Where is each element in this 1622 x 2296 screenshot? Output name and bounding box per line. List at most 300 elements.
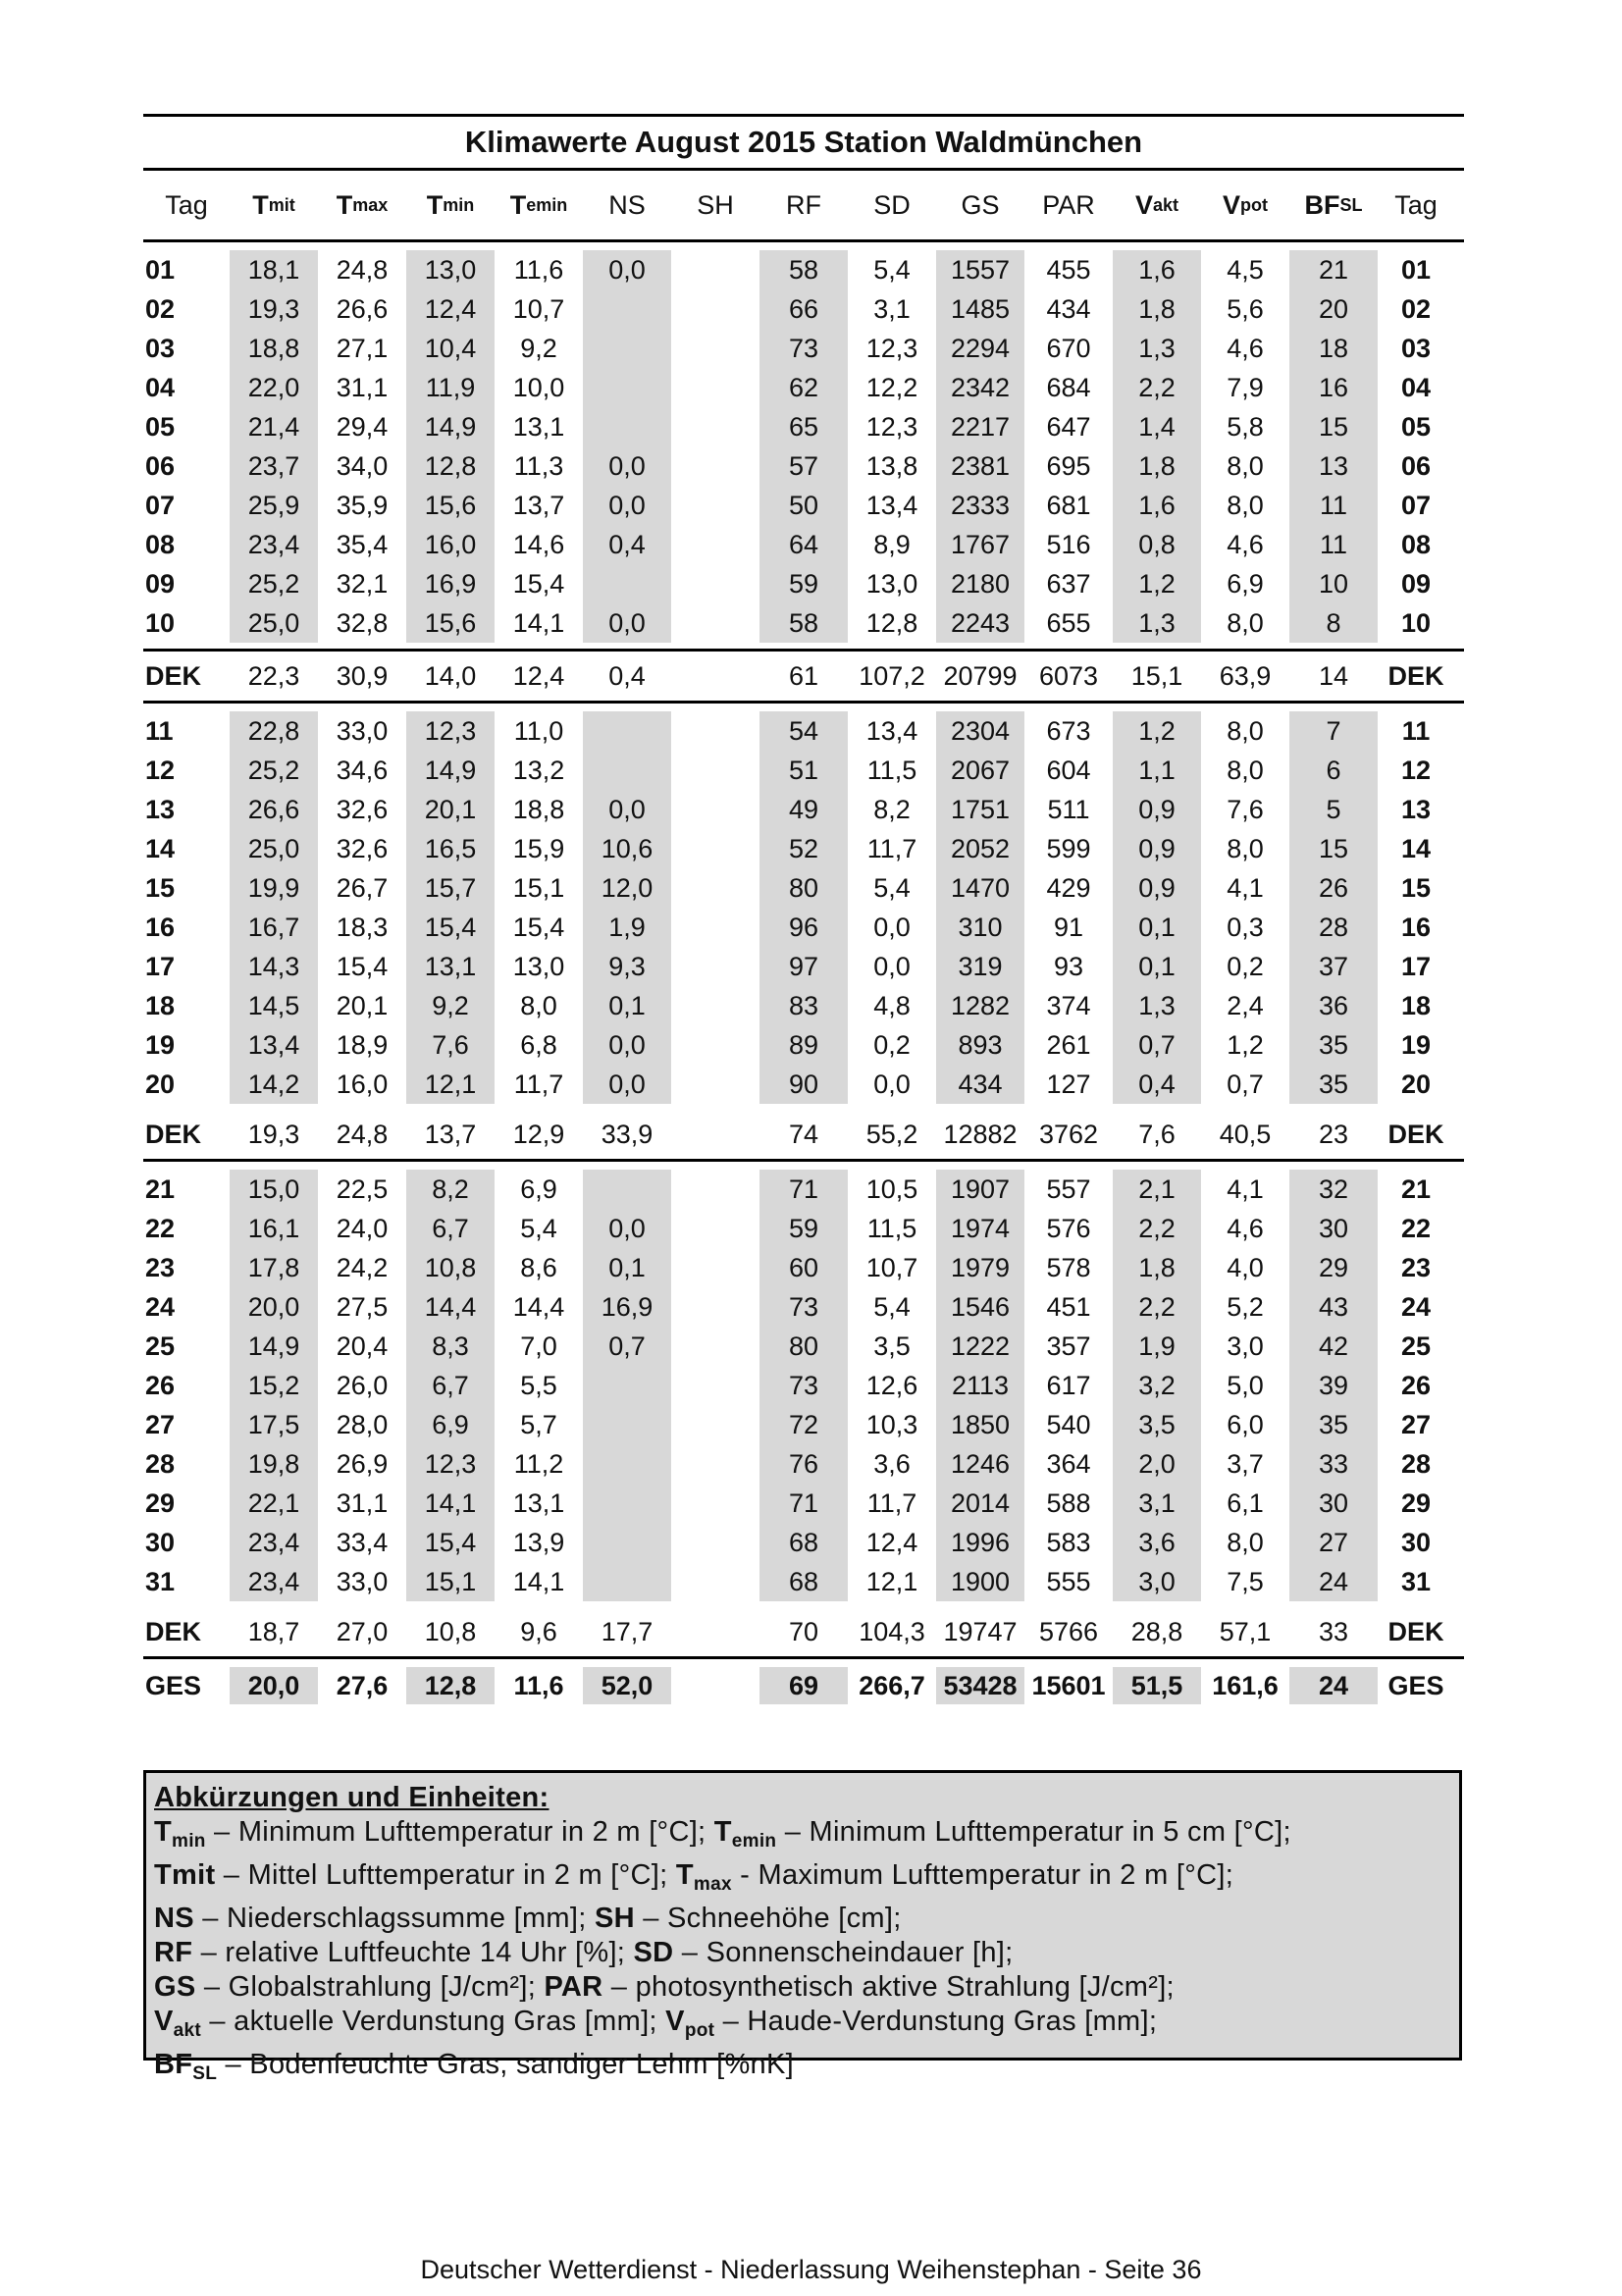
table-row: [143, 1065, 1464, 1104]
cell-rf: 52: [759, 829, 848, 868]
legend-heading: Abkürzungen und Einheiten:: [154, 1782, 549, 1813]
cell-day-right: 15: [1400, 872, 1432, 903]
cell-t-max: 32,6: [336, 833, 389, 863]
dek-cell-t-min: 14,0: [424, 660, 477, 691]
cell-par: 583: [1046, 1527, 1091, 1557]
cell-rf: 71: [759, 1484, 848, 1523]
cell-t-max: 33,0: [336, 715, 389, 746]
cell-day-right: 01: [1400, 254, 1432, 285]
cell-bf-sl: 33: [1289, 1444, 1378, 1484]
legend-key: V: [665, 2006, 685, 2037]
cell-t-min: 12,8: [406, 446, 495, 486]
cell-bf-sl: 27: [1289, 1523, 1378, 1562]
cell-sh: [671, 1444, 759, 1484]
legend-text: – Niederschlagssumme [mm];: [193, 1903, 595, 1934]
cell-t-mit: 25,2: [230, 751, 318, 790]
cell-v-pot: 8,0: [1227, 450, 1264, 481]
cell-rf: 72: [759, 1405, 848, 1444]
cell-v-akt: 1,9: [1113, 1327, 1201, 1366]
cell-v-akt: 1,6: [1113, 486, 1201, 525]
cell-t-mit: 18,8: [230, 329, 318, 368]
cell-t-emin: 6,8: [520, 1029, 557, 1060]
cell-t-mit: 23,7: [230, 446, 318, 486]
dek-cell-gs: 12882: [943, 1119, 1018, 1149]
cell-ns: 0,4: [583, 525, 671, 564]
cell-rf: 59: [759, 564, 848, 603]
cell-ns: [583, 751, 671, 790]
cell-v-pot: 8,0: [1227, 833, 1264, 863]
cell-day-right: 11: [1401, 715, 1431, 746]
cell-day: 05: [145, 411, 176, 442]
table-row: [143, 751, 1464, 790]
cell-v-pot: 4,6: [1227, 333, 1264, 363]
cell-t-emin: 13,2: [512, 755, 565, 785]
dek-cell-day-right: DEK: [1387, 1616, 1444, 1646]
cell-sd: 4,8: [873, 990, 911, 1020]
ges-cell-day: GES: [145, 1670, 202, 1700]
cell-par: 364: [1046, 1448, 1091, 1479]
header-day-right: [1378, 190, 1454, 221]
cell-day-right: 16: [1400, 912, 1432, 942]
dek-cell-bf-sl: 33: [1318, 1616, 1349, 1646]
cell-day-right: 17: [1400, 951, 1432, 981]
legend-key: T: [154, 1816, 173, 1848]
legend-box: [143, 1770, 1462, 2084]
cell-ns: 0,0: [583, 1065, 671, 1104]
decade-summary-row: [143, 649, 1464, 704]
cell-sd: 5,4: [873, 1291, 911, 1322]
cell-t-max: 31,1: [336, 1487, 389, 1518]
cell-bf-sl: 35: [1289, 1025, 1378, 1065]
cell-bf-sl: 11: [1289, 486, 1378, 525]
cell-t-max: 33,0: [336, 1566, 389, 1596]
table-row: [143, 1523, 1464, 1562]
header-bf-sl: [1289, 190, 1378, 221]
legend-text: – Minimum Lufttemperatur in 5 cm [°C];: [776, 1816, 1291, 1848]
ges-cell-sd: 266,7: [859, 1670, 925, 1700]
page-title: Klimawerte August 2015 Station Waldmünchen: [464, 125, 1143, 159]
dek-cell-sh: [671, 1110, 759, 1159]
header-label: T: [509, 189, 527, 220]
cell-v-akt: 0,7: [1113, 1025, 1201, 1065]
cell-t-max: 27,1: [336, 333, 389, 363]
cell-v-akt: 3,2: [1113, 1366, 1201, 1405]
cell-sd: 11,5: [866, 755, 917, 785]
legend-key: V: [154, 2006, 174, 2037]
cell-sh: [671, 486, 759, 525]
cell-t-emin: 13,0: [512, 951, 565, 981]
cell-day: 27: [145, 1409, 176, 1439]
cell-t-max: 20,1: [336, 990, 389, 1020]
header-label: T: [252, 189, 269, 220]
cell-par: 647: [1046, 411, 1091, 442]
dek-cell-par: 3762: [1038, 1119, 1099, 1149]
legend-text: – photosynthetisch aktive Strahlung [J/cm²];: [602, 1971, 1175, 2003]
cell-sd: 12,3: [865, 411, 918, 442]
cell-rf: 62: [759, 368, 848, 407]
cell-bf-sl: 11: [1289, 525, 1378, 564]
header-v-pot: [1201, 190, 1289, 221]
cell-v-pot: 6,9: [1227, 568, 1264, 599]
legend-key: Tmit: [154, 1859, 216, 1891]
cell-t-min: 15,7: [406, 868, 495, 908]
cell-t-min: 14,9: [406, 407, 495, 446]
cell-sd: 12,3: [865, 333, 918, 363]
cell-v-pot: 4,0: [1227, 1252, 1264, 1282]
cell-day-right: 30: [1400, 1527, 1432, 1557]
ges-cell-t-max: 27,6: [336, 1670, 389, 1700]
cell-rf: 58: [759, 250, 848, 289]
cell-v-akt: 2,2: [1113, 1287, 1201, 1327]
cell-t-emin: 5,5: [520, 1370, 557, 1400]
cell-day: 19: [145, 1029, 176, 1060]
cell-t-min: 6,7: [406, 1209, 495, 1248]
cell-t-mit: 23,4: [230, 1523, 318, 1562]
cell-t-max: 34,6: [336, 755, 389, 785]
cell-gs: 1900: [936, 1562, 1024, 1601]
dek-cell-sd: 104,3: [859, 1616, 925, 1646]
header-label: NS: [608, 189, 646, 220]
dek-cell-t-max: 24,8: [336, 1119, 389, 1149]
cell-bf-sl: 6: [1289, 751, 1378, 790]
cell-par: 516: [1046, 529, 1091, 559]
header-label: V: [1223, 189, 1241, 220]
cell-ns: 0,7: [583, 1327, 671, 1366]
cell-day: 20: [145, 1069, 176, 1099]
cell-gs: 434: [936, 1065, 1024, 1104]
cell-rf: 71: [759, 1170, 848, 1209]
cell-t-max: 28,0: [336, 1409, 389, 1439]
cell-gs: 1246: [936, 1444, 1024, 1484]
cell-t-max: 35,4: [336, 529, 389, 559]
cell-rf: 59: [759, 1209, 848, 1248]
header-t-max: [318, 190, 406, 221]
cell-day: 29: [145, 1487, 176, 1518]
cell-t-min: 15,4: [406, 1523, 495, 1562]
cell-gs: 1979: [936, 1248, 1024, 1287]
cell-bf-sl: 20: [1289, 289, 1378, 329]
cell-gs: 2014: [936, 1484, 1024, 1523]
cell-t-max: 32,6: [336, 794, 389, 824]
cell-t-min: 14,1: [406, 1484, 495, 1523]
ges-cell-t-mit: 20,0: [230, 1667, 318, 1704]
cell-ns: [583, 1523, 671, 1562]
cell-gs: 2217: [936, 407, 1024, 446]
dek-cell-par: 6073: [1038, 660, 1099, 691]
dek-cell-gs: 19747: [943, 1616, 1018, 1646]
cell-v-pot: 7,5: [1227, 1566, 1264, 1596]
header-label: GS: [961, 189, 1000, 220]
header-label: T: [336, 189, 353, 220]
header-v-akt: [1113, 190, 1201, 221]
cell-bf-sl: 28: [1289, 908, 1378, 947]
cell-v-akt: 0,1: [1113, 908, 1201, 947]
cell-rf: 54: [759, 711, 848, 751]
legend-text: – relative Luftfeuchte 14 Uhr [%];: [192, 1937, 634, 1968]
header-rf: [759, 190, 848, 221]
cell-ns: 9,3: [583, 947, 671, 986]
cell-sh: [671, 1405, 759, 1444]
table-row: [143, 1170, 1464, 1209]
table-row: [143, 986, 1464, 1025]
legend-key-sub: min: [172, 1831, 206, 1852]
cell-day: 09: [145, 568, 176, 599]
cell-t-min: 15,4: [406, 908, 495, 947]
cell-sd: 11,5: [866, 1213, 917, 1243]
cell-t-mit: 19,8: [230, 1444, 318, 1484]
cell-gs: 2294: [936, 329, 1024, 368]
table-body: [143, 242, 1464, 1659]
dek-cell-day: DEK: [145, 660, 202, 691]
cell-t-max: 26,0: [336, 1370, 389, 1400]
cell-ns: 0,0: [583, 250, 671, 289]
cell-par: 578: [1046, 1252, 1091, 1282]
table-row: [143, 1248, 1464, 1287]
cell-day-right: 28: [1400, 1448, 1432, 1479]
cell-t-emin: 10,7: [512, 293, 565, 324]
ges-cell-rf: 69: [759, 1667, 848, 1704]
cell-sh: [671, 829, 759, 868]
cell-v-pot: 7,9: [1227, 372, 1264, 402]
cell-sd: 12,1: [865, 1566, 918, 1596]
cell-rf: 65: [759, 407, 848, 446]
cell-rf: 68: [759, 1562, 848, 1601]
cell-par: 604: [1046, 755, 1091, 785]
ges-cell-v-akt: 51,5: [1113, 1667, 1201, 1704]
cell-bf-sl: 16: [1289, 368, 1378, 407]
cell-t-mit: 22,8: [230, 711, 318, 751]
cell-v-akt: 1,8: [1113, 446, 1201, 486]
cell-v-akt: 3,0: [1113, 1562, 1201, 1601]
table-row: [143, 1025, 1464, 1065]
legend-line-7: [154, 2048, 1451, 2091]
cell-par: 451: [1046, 1291, 1091, 1322]
legend-key-sub: pot: [684, 2020, 715, 2041]
dek-cell-v-akt: 7,6: [1138, 1119, 1176, 1149]
cell-day-right: 04: [1400, 372, 1432, 402]
cell-rf: 80: [759, 1327, 848, 1366]
legend-text: – Schneehöhe [cm];: [634, 1903, 902, 1934]
cell-sd: 13,4: [865, 715, 918, 746]
cell-sd: 11,7: [866, 833, 917, 863]
dek-cell-sd: 107,2: [859, 660, 925, 691]
cell-gs: 1546: [936, 1287, 1024, 1327]
cell-rf: 57: [759, 446, 848, 486]
cell-sh: [671, 407, 759, 446]
cell-rf: 73: [759, 1287, 848, 1327]
cell-v-pot: 5,8: [1227, 411, 1264, 442]
cell-rf: 73: [759, 1366, 848, 1405]
dek-cell-sh: [671, 1607, 759, 1656]
cell-t-mit: 13,4: [230, 1025, 318, 1065]
cell-gs: 1974: [936, 1209, 1024, 1248]
cell-gs: 1751: [936, 790, 1024, 829]
cell-bf-sl: 15: [1289, 407, 1378, 446]
cell-sh: [671, 1562, 759, 1601]
dek-cell-bf-sl: 14: [1318, 660, 1349, 691]
cell-t-emin: 11,6: [513, 254, 564, 285]
cell-par: 617: [1046, 1370, 1091, 1400]
dek-cell-t-emin: 12,4: [512, 660, 565, 691]
total-row: [143, 1659, 1464, 1712]
table-row: [143, 1444, 1464, 1484]
header-t-emin: [495, 190, 583, 221]
title-bar: [143, 114, 1464, 171]
cell-day-right: 19: [1400, 1029, 1432, 1060]
cell-sh: [671, 289, 759, 329]
cell-v-pot: 8,0: [1227, 1527, 1264, 1557]
cell-day-right: 09: [1400, 568, 1432, 599]
cell-bf-sl: 29: [1289, 1248, 1378, 1287]
header-label: PAR: [1042, 189, 1095, 220]
cell-sd: 8,2: [873, 794, 911, 824]
cell-gs: 1470: [936, 868, 1024, 908]
cell-sd: 12,4: [865, 1527, 918, 1557]
table-row: [143, 1209, 1464, 1248]
decade-summary-row: [143, 1607, 1464, 1659]
cell-bf-sl: 15: [1289, 829, 1378, 868]
cell-day: 24: [145, 1291, 176, 1322]
cell-day: 21: [145, 1174, 176, 1204]
cell-v-pot: 8,0: [1227, 715, 1264, 746]
cell-t-emin: 5,7: [520, 1409, 557, 1439]
table-row: [143, 1327, 1464, 1366]
cell-t-min: 14,4: [406, 1287, 495, 1327]
dek-cell-ns: 17,7: [601, 1616, 654, 1646]
cell-sh: [671, 329, 759, 368]
cell-sd: 0,0: [873, 951, 911, 981]
cell-v-akt: 1,1: [1113, 751, 1201, 790]
cell-t-emin: 15,1: [512, 872, 565, 903]
cell-gs: 2333: [936, 486, 1024, 525]
cell-v-akt: 0,8: [1113, 525, 1201, 564]
cell-gs: 1282: [936, 986, 1024, 1025]
cell-sd: 12,8: [865, 607, 918, 638]
cell-v-pot: 8,0: [1227, 755, 1264, 785]
cell-rf: 50: [759, 486, 848, 525]
dek-cell-ns: 33,9: [601, 1119, 654, 1149]
page-footer: Deutscher Wetterdienst - Niederlassung Weihenstephan - Seite 36: [420, 2255, 1202, 2284]
cell-t-min: 13,1: [406, 947, 495, 986]
cell-bf-sl: 36: [1289, 986, 1378, 1025]
dek-cell-t-emin: 12,9: [512, 1119, 565, 1149]
header-label: V: [1134, 189, 1153, 220]
cell-t-emin: 5,4: [520, 1213, 557, 1243]
cell-day: 13: [145, 794, 176, 824]
cell-ns: 0,0: [583, 790, 671, 829]
cell-sd: 0,2: [873, 1029, 911, 1060]
header-ns: [583, 190, 671, 221]
cell-t-mit: 25,9: [230, 486, 318, 525]
cell-rf: 76: [759, 1444, 848, 1484]
header-label: Tag: [1394, 189, 1438, 220]
table-row: [143, 1287, 1464, 1327]
cell-sd: 3,6: [873, 1448, 911, 1479]
cell-bf-sl: 37: [1289, 947, 1378, 986]
cell-ns: [583, 1366, 671, 1405]
decade-group: [143, 242, 1464, 649]
cell-v-akt: 1,4: [1113, 407, 1201, 446]
header-sh: [671, 190, 759, 221]
cell-sh: [671, 525, 759, 564]
cell-t-mit: 17,5: [230, 1405, 318, 1444]
cell-sd: 10,5: [865, 1174, 918, 1204]
cell-gs: 319: [936, 947, 1024, 986]
cell-sh: [671, 1327, 759, 1366]
cell-bf-sl: 39: [1289, 1366, 1378, 1405]
cell-v-akt: 2,0: [1113, 1444, 1201, 1484]
cell-t-mit: 14,3: [230, 947, 318, 986]
cell-v-pot: 4,1: [1227, 872, 1264, 903]
cell-t-min: 15,1: [406, 1562, 495, 1601]
cell-v-akt: 3,6: [1113, 1523, 1201, 1562]
cell-sd: 10,7: [865, 1252, 918, 1282]
ges-cell-day-right: GES: [1387, 1670, 1444, 1700]
cell-t-mit: 18,1: [230, 250, 318, 289]
cell-t-mit: 16,1: [230, 1209, 318, 1248]
cell-v-pot: 0,7: [1227, 1069, 1264, 1099]
table-row: [143, 829, 1464, 868]
cell-day: 26: [145, 1370, 176, 1400]
cell-sh: [671, 1065, 759, 1104]
cell-gs: 1850: [936, 1405, 1024, 1444]
cell-day: 22: [145, 1213, 176, 1243]
cell-bf-sl: 42: [1289, 1327, 1378, 1366]
cell-v-akt: 2,2: [1113, 1209, 1201, 1248]
cell-bf-sl: 26: [1289, 868, 1378, 908]
cell-t-max: 24,2: [336, 1252, 389, 1282]
cell-day-right: 05: [1400, 411, 1432, 442]
cell-t-mit: 23,4: [230, 525, 318, 564]
cell-t-emin: 13,1: [512, 1487, 565, 1518]
cell-sh: [671, 446, 759, 486]
cell-day: 28: [145, 1448, 176, 1479]
cell-sh: [671, 751, 759, 790]
cell-t-emin: 18,8: [512, 794, 565, 824]
table-row: [143, 868, 1464, 908]
cell-gs: 310: [936, 908, 1024, 947]
cell-v-pot: 5,2: [1227, 1291, 1264, 1322]
cell-day-right: 20: [1400, 1069, 1432, 1099]
cell-rf: 80: [759, 868, 848, 908]
cell-bf-sl: 8: [1289, 603, 1378, 643]
cell-ns: 1,9: [583, 908, 671, 947]
cell-t-min: 6,9: [406, 1405, 495, 1444]
cell-sh: [671, 790, 759, 829]
cell-sd: 13,4: [865, 490, 918, 520]
cell-v-akt: 0,9: [1113, 829, 1201, 868]
cell-ns: 0,1: [583, 986, 671, 1025]
cell-day-right: 12: [1400, 755, 1432, 785]
cell-par: 511: [1047, 794, 1090, 824]
legend-line-3: [154, 1902, 1451, 1936]
cell-bf-sl: 32: [1289, 1170, 1378, 1209]
table-row: [143, 1562, 1464, 1601]
cell-t-emin: 15,4: [512, 912, 565, 942]
ges-cell-v-pot: 161,6: [1212, 1670, 1279, 1700]
dek-cell-gs: 20799: [943, 660, 1018, 691]
cell-sh: [671, 947, 759, 986]
cell-rf: 97: [759, 947, 848, 986]
cell-sd: 8,9: [873, 529, 911, 559]
cell-t-min: 7,6: [406, 1025, 495, 1065]
cell-ns: [583, 1170, 671, 1209]
dek-cell-t-mit: 18,7: [247, 1616, 300, 1646]
cell-rf: 49: [759, 790, 848, 829]
cell-t-min: 15,6: [406, 486, 495, 525]
cell-gs: 893: [936, 1025, 1024, 1065]
cell-ns: [583, 1562, 671, 1601]
